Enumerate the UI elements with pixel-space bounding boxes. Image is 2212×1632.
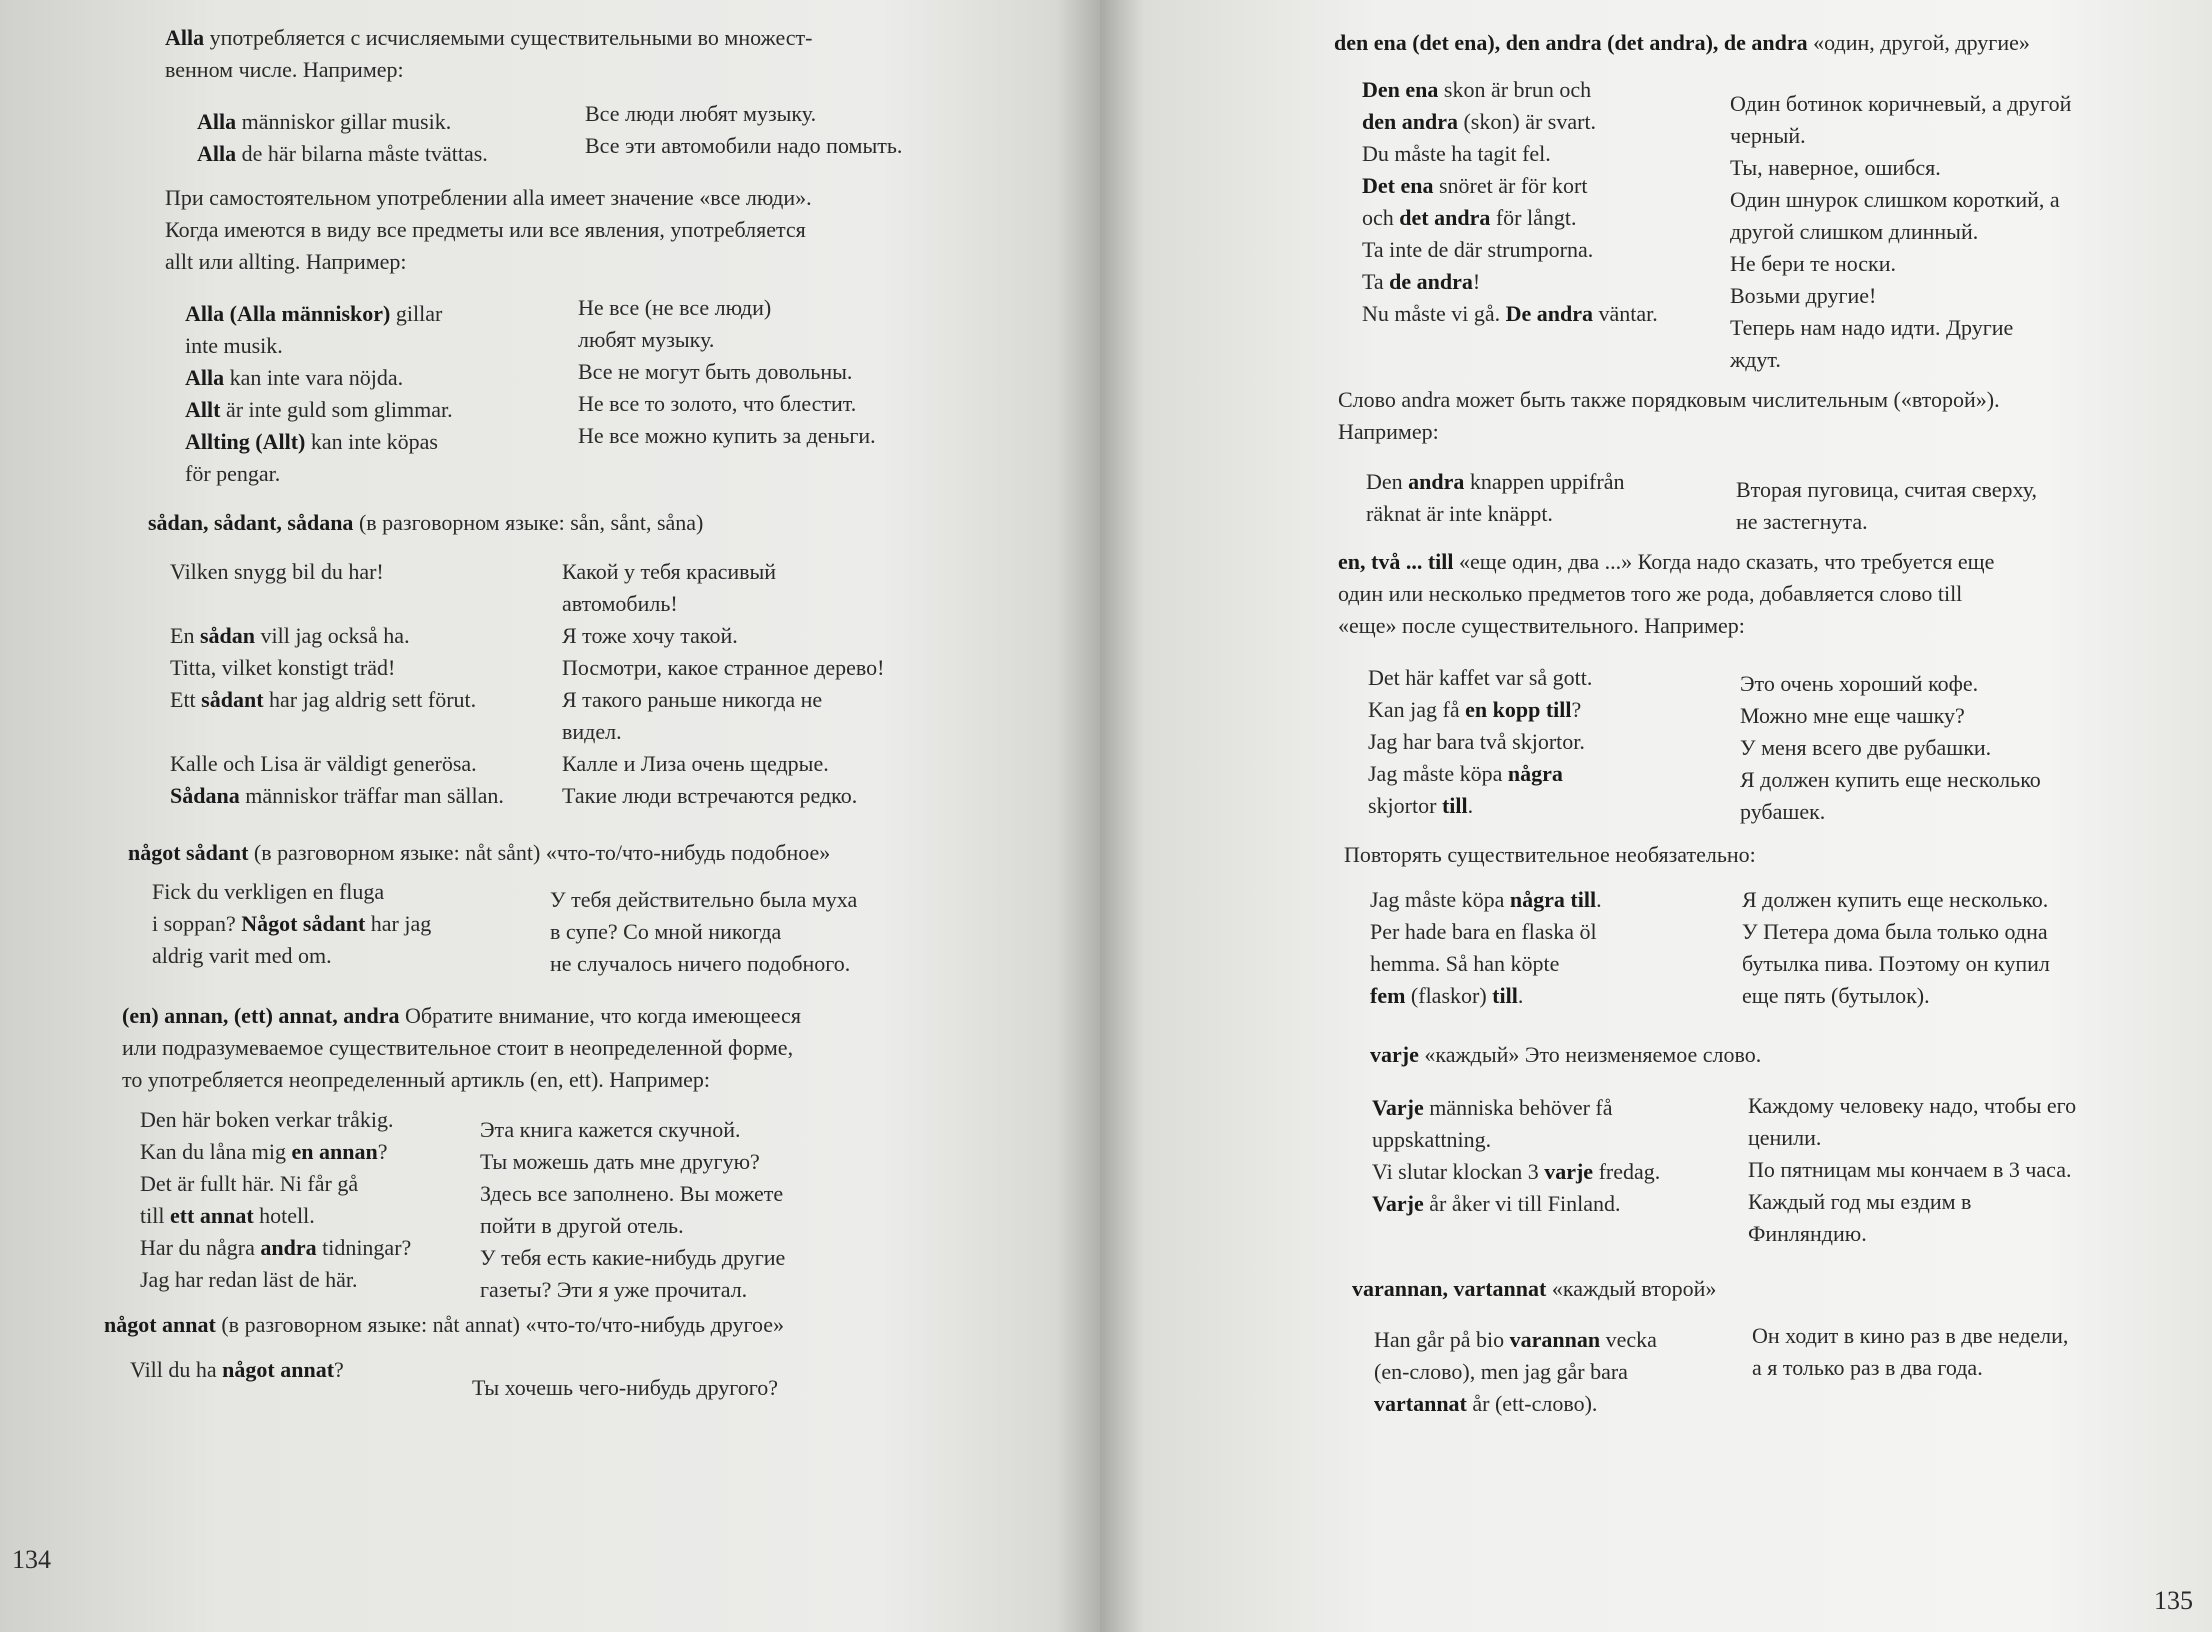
- text-line: Посмотри, какое странное дерево!: [562, 655, 885, 680]
- text-line: Den ena skon är brun och: [1362, 77, 1592, 102]
- text-line: något sådant (в разговорном языке: nåt sånt) «что-то/что-нибудь подобное»: [128, 840, 831, 865]
- text-line: Такие люди встречаются редко.: [562, 783, 858, 808]
- text-line: en, två ... till «еще один, два ...» Когда надо сказать, что требуется еще: [1338, 549, 1995, 574]
- text-line: i soppan? Något sådant har jag: [152, 911, 432, 936]
- text-line: Jag har bara två skjortor.: [1368, 729, 1585, 754]
- text-line: Возьми другие!: [1730, 283, 1877, 308]
- example-7-swedish: [1362, 74, 1658, 330]
- den-ena-heading: [1334, 28, 2030, 58]
- text-line: Один ботинок коричневый, а другой: [1730, 91, 2072, 116]
- example-1-swedish: [197, 106, 488, 170]
- example-3-swedish: [170, 556, 504, 812]
- text-line: рубашек.: [1740, 799, 1826, 824]
- text-line: ценили.: [1748, 1125, 1822, 1150]
- text-line: Ты можешь дать мне другую?: [480, 1149, 760, 1174]
- alla-intro: [165, 22, 812, 86]
- varannan-heading: [1352, 1274, 1716, 1304]
- text-line: Varje människa behöver få: [1372, 1095, 1613, 1120]
- text-line: Он ходит в кино раз в две недели,: [1752, 1323, 2069, 1348]
- text-line: skjortor till.: [1368, 793, 1474, 818]
- example-5-russian: [480, 1114, 785, 1306]
- text-line: Какой у тебя красивый: [562, 559, 777, 584]
- text-line: Kan du låna mig en annan?: [140, 1139, 388, 1164]
- text-line: Alla de här bilarna måste tvättas.: [197, 141, 488, 166]
- text-line: Можно мне еще чашку?: [1740, 703, 1965, 728]
- text-line: varje «каждый» Это неизменяемое слово.: [1370, 1042, 1762, 1067]
- text-line: Это очень хороший кофе.: [1740, 671, 1979, 696]
- text-line: Jag måste köpa några: [1368, 761, 1563, 786]
- text-line: Например:: [1338, 419, 1439, 444]
- text-line: (en) annan, (ett) annat, andra Обратите внимание, что когда имеющееся: [122, 1003, 801, 1028]
- text-line: Har du några andra tidningar?: [140, 1235, 412, 1260]
- text-line: Слово andra может быть также порядковым числительным («второй»).: [1338, 387, 2000, 412]
- text-line: Alla kan inte vara nöjda.: [185, 365, 404, 390]
- text-line: При самостоятельном употреблении alla имеет значение «все люди».: [165, 185, 812, 210]
- right-page: [1100, 0, 2212, 1632]
- text-line: автомобиль!: [562, 591, 678, 616]
- text-line: vartannat år (ett-слово).: [1374, 1391, 1598, 1416]
- text-line: Все люди любят музыку.: [585, 101, 817, 126]
- text-line: венном числе. Например:: [165, 57, 404, 82]
- text-line: Ta de andra!: [1362, 269, 1481, 294]
- text-line: [170, 716, 504, 748]
- text-line: Здесь все заполнено. Вы можете: [480, 1181, 784, 1206]
- text-line: Ett sådant har jag aldrig sett förut.: [170, 687, 477, 712]
- example-10-russian: [1742, 884, 2050, 1012]
- example-2-russian: [578, 292, 876, 452]
- text-line: inte musik.: [185, 333, 283, 358]
- text-line: По пятницам мы кончаем в 3 часа.: [1748, 1157, 2072, 1182]
- text-line: Allt är inte guld som glimmar.: [185, 397, 453, 422]
- text-line: aldrig varit med om.: [152, 943, 332, 968]
- example-2-swedish: [185, 298, 453, 490]
- example-11-russian: [1748, 1090, 2076, 1250]
- text-line: hemma. Så han köpte: [1370, 951, 1560, 976]
- example-3-russian: [562, 556, 885, 812]
- text-line: ждут.: [1730, 347, 1781, 372]
- text-line: газеты? Эти я уже прочитал.: [480, 1277, 748, 1302]
- text-line: den andra (skon) är svart.: [1362, 109, 1597, 134]
- text-line: Все эти автомобили надо помыть.: [585, 133, 903, 158]
- page-number-right: 135: [2154, 1586, 2193, 1615]
- text-line: Sådana människor träffar man sällan.: [170, 783, 504, 808]
- text-line: Не все то золото, что блестит.: [578, 391, 857, 416]
- nagot-sadant-heading: [128, 838, 830, 868]
- text-line: Titta, vilket konstigt träd!: [170, 655, 396, 680]
- text-line: Kan jag få en kopp till?: [1368, 697, 1582, 722]
- example-11-swedish: [1372, 1092, 1660, 1220]
- text-line: Allting (Allt) kan inte köpas: [185, 429, 438, 454]
- example-6-swedish: [130, 1354, 344, 1386]
- text-line: sådan, sådant, sådana (в разговорном языке: sån, sånt, såna): [148, 510, 704, 535]
- text-line: och det andra för långt.: [1362, 205, 1577, 230]
- text-line: Вторая пуговица, считая сверху,: [1736, 477, 2038, 502]
- text-line: один или несколько предметов того же рода, добавляется слово till: [1338, 581, 1963, 606]
- text-line: Каждому человеку надо, чтобы его: [1748, 1093, 2077, 1118]
- example-8-russian: [1736, 474, 2037, 538]
- en-tva-till-paragraph: [1338, 546, 1994, 642]
- text-line: Alla употребляется с исчисляемыми существительными во множест-: [165, 25, 813, 50]
- text-line: то употребляется неопределенный артикль (en, ett). Например:: [122, 1067, 710, 1092]
- text-line: Эта книга кажется скучной.: [480, 1117, 741, 1142]
- text-line: Den andra knappen uppifrån: [1366, 469, 1625, 494]
- varje-heading: [1370, 1040, 1761, 1070]
- example-8-swedish: [1366, 466, 1624, 530]
- text-line: Не все (не все люди): [578, 295, 772, 320]
- sadan-heading: [148, 508, 703, 538]
- text-line: Не бери те носки.: [1730, 251, 1897, 276]
- text-line: У тебя есть какие-нибудь другие: [480, 1245, 786, 1270]
- text-line: Я такого раньше никогда не: [562, 687, 823, 712]
- text-line: Vilken snygg bil du har!: [170, 559, 384, 584]
- text-line: бутылка пива. Поэтому он купил: [1742, 951, 2050, 976]
- text-line: Не все можно купить за деньги.: [578, 423, 876, 448]
- text-line: uppskattning.: [1372, 1127, 1492, 1152]
- example-9-russian: [1740, 668, 2041, 828]
- text-line: У тебя действительно была муха: [550, 887, 858, 912]
- text-line: Det är fullt här. Ni får gå: [140, 1171, 359, 1196]
- text-line: Alla människor gillar musik.: [197, 109, 452, 134]
- text-line: Калле и Лиза очень щедрые.: [562, 751, 829, 776]
- text-line: любят музыку.: [578, 327, 715, 352]
- text-line: till ett annat hotell.: [140, 1203, 315, 1228]
- text-line: Один шнурок слишком короткий, а: [1730, 187, 2060, 212]
- text-line: У меня всего две рубашки.: [1740, 735, 1992, 760]
- text-line: Jag har redan läst de här.: [140, 1267, 358, 1292]
- example-7-russian: [1730, 88, 2071, 376]
- text-line: Du måste ha tagit fel.: [1362, 141, 1551, 166]
- text-line: Vi slutar klockan 3 varje fredag.: [1372, 1159, 1661, 1184]
- text-line: Alla (Alla människor) gillar: [185, 301, 443, 326]
- text-line: пойти в другой отель.: [480, 1213, 684, 1238]
- text-line: Den här boken verkar tråkig.: [140, 1107, 394, 1132]
- example-12-russian: [1752, 1320, 2068, 1384]
- example-9-swedish: [1368, 662, 1592, 822]
- text-line: Я тоже хочу такой.: [562, 623, 738, 648]
- text-line: Det ena snöret är för kort: [1362, 173, 1588, 198]
- text-line: något annat (в разговорном языке: nåt annat) «что-то/что-нибудь другое»: [104, 1312, 784, 1337]
- text-line: Теперь нам надо идти. Другие: [1730, 315, 2014, 340]
- text-line: черный.: [1730, 123, 1806, 148]
- text-line: «еще» после существительного. Например:: [1338, 613, 1745, 638]
- text-line: а я только раз в два года.: [1752, 1355, 1983, 1380]
- text-line: Vill du ha något annat?: [130, 1357, 344, 1382]
- text-line: Ta inte de där strumporna.: [1362, 237, 1594, 262]
- text-line: Каждый год мы ездим в: [1748, 1189, 1972, 1214]
- example-6-russian: [472, 1372, 778, 1404]
- text-line: fem (flaskor) till.: [1370, 983, 1524, 1008]
- text-line: Han går på bio varannan vecka: [1374, 1327, 1657, 1352]
- text-line: Kalle och Lisa är väldigt generösa.: [170, 751, 477, 776]
- andra-ordinal-paragraph: [1338, 384, 2000, 448]
- text-line: räknat är inte knäppt.: [1366, 501, 1553, 526]
- text-line: не застегнута.: [1736, 509, 1868, 534]
- example-12-swedish: [1374, 1324, 1657, 1420]
- text-line: еще пять (бутылок).: [1742, 983, 1930, 1008]
- left-page: [0, 0, 1100, 1632]
- text-line: Когда имеются в виду все предметы или все явления, употребляется: [165, 217, 806, 242]
- example-10-swedish: [1370, 884, 1602, 1012]
- example-4-russian: [550, 884, 857, 980]
- example-5-swedish: [140, 1104, 411, 1296]
- repeat-noun-line: Повторять существительное необязательно:: [1344, 842, 1756, 867]
- text-line: Varje år åker vi till Finland.: [1372, 1191, 1621, 1216]
- text-line: den ena (det ena), den andra (det andra), de andra «один, другой, другие»: [1334, 30, 2030, 55]
- text-line: Финляндию.: [1748, 1221, 1867, 1246]
- text-line: Все не могут быть довольны.: [578, 359, 853, 384]
- text-line: другой слишком длинный.: [1730, 219, 1979, 244]
- annan-paragraph: [122, 1000, 801, 1096]
- text-line: У Петера дома была только одна: [1742, 919, 2048, 944]
- nagot-annat-heading: [104, 1310, 784, 1340]
- text-line: varannan, vartannat «каждый второй»: [1352, 1276, 1717, 1301]
- text-line: Det här kaffet var så gott.: [1368, 665, 1593, 690]
- text-line: Nu måste vi gå. De andra väntar.: [1362, 301, 1658, 326]
- text-line: allt или allting. Например:: [165, 249, 407, 274]
- page-number-left: 134: [12, 1545, 51, 1574]
- text-line: Ты, наверное, ошибся.: [1730, 155, 1941, 180]
- text-line: не случалось ничего подобного.: [550, 951, 851, 976]
- text-line: Fick du verkligen en fluga: [152, 879, 385, 904]
- text-line: или подразумеваемое существительное стоит в неопределенной форме,: [122, 1035, 794, 1060]
- text-line: En sådan vill jag också ha.: [170, 623, 410, 648]
- text-line: Я должен купить еще несколько: [1740, 767, 2041, 792]
- text-line: Ты хочешь чего-нибудь другого?: [472, 1375, 779, 1400]
- text-line: Jag måste köpa några till.: [1370, 887, 1602, 912]
- text-line: видел.: [562, 719, 622, 744]
- example-4-swedish: [152, 876, 431, 972]
- text-line: в супе? Со мной никогда: [550, 919, 782, 944]
- text-line: (en-слово), men jag går bara: [1374, 1359, 1628, 1384]
- text-line: [170, 588, 504, 620]
- text-line: Per hade bara en flaska öl: [1370, 919, 1597, 944]
- alla-allt-paragraph: [165, 182, 812, 278]
- example-1-russian: [585, 98, 902, 162]
- text-line: Я должен купить еще несколько.: [1742, 887, 2049, 912]
- text-line: för pengar.: [185, 461, 281, 486]
